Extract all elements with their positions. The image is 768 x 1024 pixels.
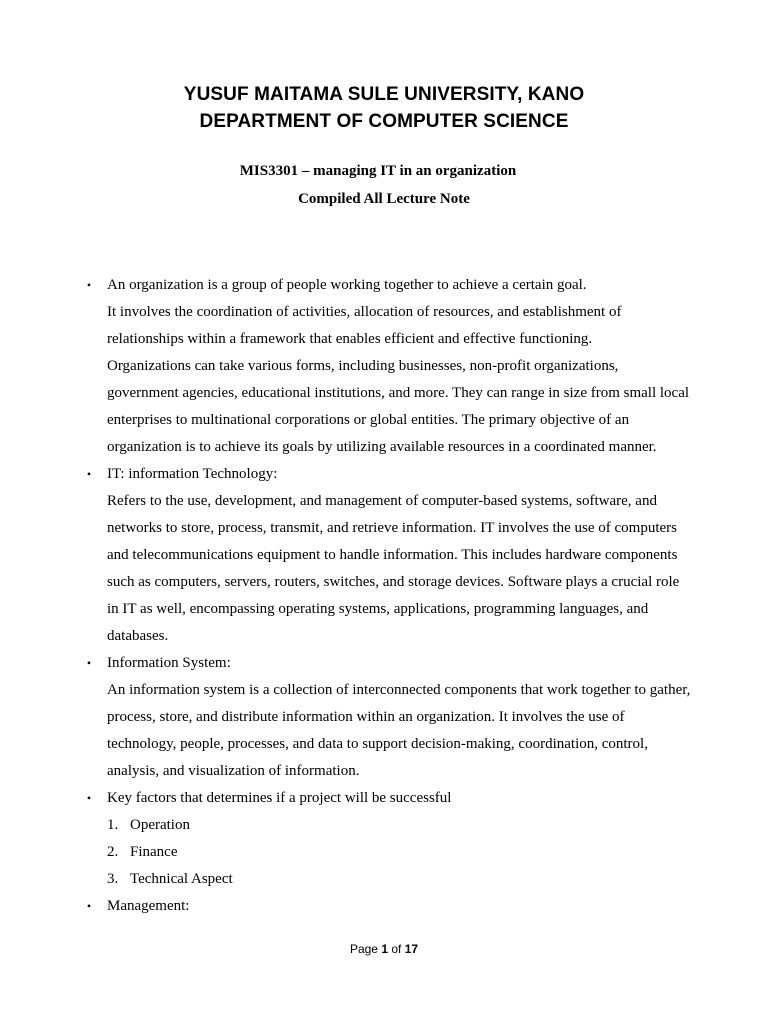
compiled-note-title: Compiled All Lecture Note (298, 191, 470, 207)
bullet-icon: • (86, 899, 92, 913)
bullet-heading: IT: information Technology: (107, 466, 278, 482)
list-item-text: Technical Aspect (130, 871, 233, 887)
university-title: YUSUF MAITAMA SULE UNIVERSITY, KANO (183, 84, 585, 105)
bullet-heading: An organization is a group of people working together to achieve a certain goal. (107, 277, 587, 293)
bullet-item-key-factors (86, 785, 707, 893)
body-line: analysis, and visualization of information. (107, 763, 360, 779)
body-line: process, store, and distribute information within an organization. It involves the use of (107, 709, 625, 725)
body-line: Organizations can take various forms, including businesses, non-profit organizations, (107, 358, 619, 374)
bullet-heading: Management: (107, 898, 190, 914)
list-item-text: Finance (130, 844, 178, 860)
body-line: in IT as well, encompassing operating systems, applications, programming languages, and (107, 601, 649, 617)
bullet-item-information-system (86, 650, 707, 785)
body-line: networks to store, process, transmit, and retrieve information. IT involves the use of computers (107, 520, 677, 536)
body-line: An information system is a collection of interconnected components that work together to gather, (107, 682, 691, 698)
numbered-list-item (107, 839, 707, 866)
page-number-footer (0, 942, 768, 956)
bullet-item-management (86, 893, 707, 920)
list-number: 2. (107, 844, 119, 860)
bullet-icon: • (86, 278, 92, 292)
body-line: enterprises to multinational corporations or global entities. The primary objective of an (107, 412, 630, 428)
body-line: and telecommunications equipment to handle information. This includes hardware components (107, 547, 678, 563)
current-page-number: 1 (381, 942, 388, 956)
bullet-icon: • (86, 656, 92, 670)
body-line: relationships within a framework that enables efficient and effective functioning. (107, 331, 593, 347)
bullet-icon: • (86, 791, 92, 805)
body-line: organization is to achieve its goals by utilizing available resources in a coordinated manner. (107, 439, 657, 455)
numbered-list-item (107, 866, 707, 893)
total-page-count: 17 (404, 942, 419, 956)
list-number: 3. (107, 871, 119, 887)
bullet-item-it (86, 461, 707, 650)
department-title: DEPARTMENT OF COMPUTER SCIENCE (199, 111, 569, 132)
numbered-list-item (107, 812, 707, 839)
body-line: technology, people, processes, and data to support decision-making, coordination, control, (107, 736, 648, 752)
bullet-heading: Key factors that determines if a project will be successful (107, 790, 452, 806)
list-number: 1. (107, 817, 119, 833)
bullet-item-organization (86, 272, 707, 461)
body-line: databases. (107, 628, 169, 644)
list-item-text: Operation (130, 817, 190, 833)
lecture-content (86, 272, 707, 920)
bullet-heading: Information System: (107, 655, 231, 671)
body-line: Refers to the use, development, and management of computer-based systems, software, and (107, 493, 657, 509)
course-title: MIS3301 – managing IT in an organization (239, 163, 517, 179)
body-line: such as computers, servers, routers, switches, and storage devices. Software plays a crucial role (107, 574, 680, 590)
bullet-icon: • (86, 467, 92, 481)
body-line: government agencies, educational institutions, and more. They can range in size from small local (107, 385, 690, 401)
page-word: Page (349, 942, 378, 956)
body-line: It involves the coordination of activities, allocation of resources, and establishment of (107, 304, 622, 320)
of-word: of (391, 942, 402, 956)
